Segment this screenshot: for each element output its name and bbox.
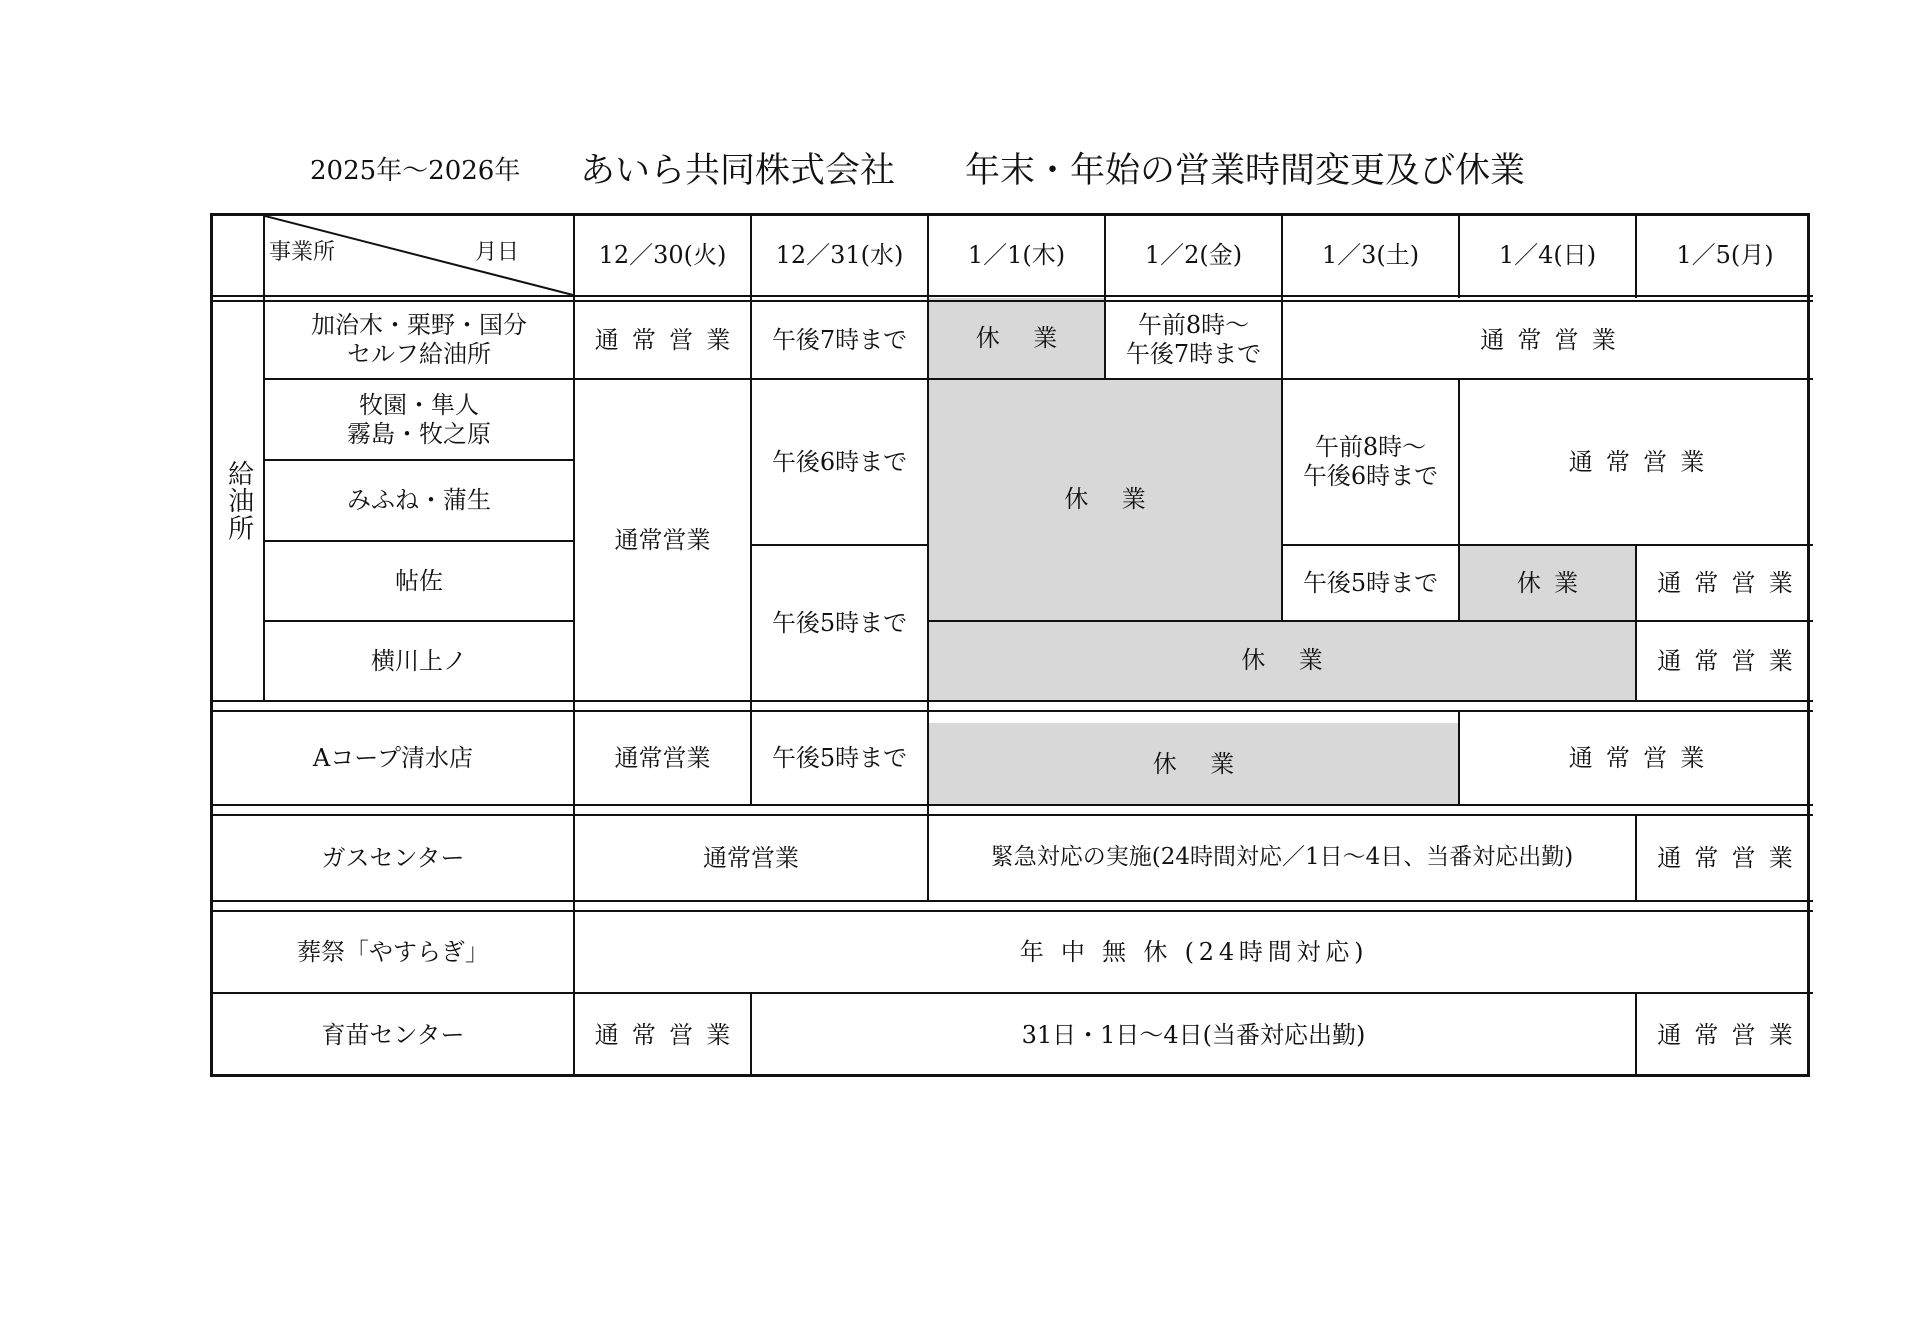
chosa-yokokawa-1231: 午後5時まで: [771, 608, 908, 637]
kajiki-jan1-closed: 休業: [928, 298, 1105, 378]
kajiki-0103-0105: 通常営業: [1480, 325, 1629, 354]
office-makizono: 牧園・隼人 霧島・牧之原: [347, 390, 491, 448]
chosa-0105: 通常営業: [1657, 568, 1806, 597]
ikubyo-0105: 通常営業: [1657, 1021, 1806, 1050]
office-kajiki: 加治木・栗野・国分 セルフ給油所: [311, 311, 527, 368]
kajiki-1230: 通常営業: [594, 325, 744, 354]
acoop-1230: 通常営業: [614, 743, 711, 772]
makizono-mifune-1231: 午後6時まで: [771, 447, 908, 476]
office-ikubyo: 育苗センター: [321, 1021, 465, 1050]
office-chosa: 帖佐: [395, 566, 443, 595]
office-acoop: Aコープ清水店: [312, 743, 474, 772]
acoop-1231: 午後5時まで: [771, 743, 908, 772]
acoop-0104-0105: 通常営業: [1568, 743, 1718, 772]
gas-0105: 通常営業: [1657, 843, 1806, 872]
yokokawa-closed: 休業: [928, 621, 1636, 700]
kajiki-1231: 午後7時まで: [771, 325, 908, 354]
yokokawa-0105: 通常営業: [1657, 646, 1806, 675]
header-date-1230: 12／30(火): [598, 241, 727, 270]
title-year-range: 2025年〜2026年: [310, 155, 521, 186]
schedule-table: [210, 213, 1810, 1077]
kajiki-0102: 午前8時〜 午後7時まで: [1125, 311, 1262, 368]
title-company: あいら共同株式会社: [580, 151, 896, 191]
header-office-label: 事業所: [269, 239, 336, 265]
stations-1230: 通常営業: [614, 525, 711, 554]
header-date-0103: 1／3(土): [1321, 241, 1420, 270]
sosai-all: 年 中 無 休 (24時間対応): [1019, 937, 1369, 966]
ikubyo-1231-0104: 31日・1日〜4日(当番対応出勤): [1021, 1021, 1366, 1050]
header-date-0104: 1／4(日): [1498, 241, 1597, 270]
gas-1230-1231: 通常営業: [703, 843, 799, 872]
chosa-jan4-closed: 休業: [1459, 546, 1636, 621]
header-date-0102: 1／2(金): [1144, 241, 1243, 270]
header-date-0105: 1／5(月): [1676, 241, 1774, 270]
makizono-mifune-chosa-closed: 休業: [928, 378, 1282, 621]
chosa-0103: 午後5時まで: [1302, 568, 1439, 597]
group-label-gas-stations: 給油所: [223, 460, 254, 542]
ikubyo-1230: 通常営業: [594, 1021, 744, 1050]
makizono-mifune-0104-0105: 通常営業: [1568, 447, 1718, 476]
gas-0101-0104: 緊急対応の実施(24時間対応／1日〜4日、当番対応出勤): [990, 844, 1574, 871]
title-subject: 年末・年始の営業時間変更及び休業: [965, 151, 1526, 191]
header-date-1231: 12／31(水): [775, 241, 904, 270]
office-gas-center: ガスセンター: [321, 843, 465, 872]
acoop-closed: 休業: [928, 723, 1459, 805]
office-yokokawa: 横川上ノ: [371, 646, 467, 675]
header-date-label: 月日: [475, 239, 520, 265]
document-title: [0, 138, 1920, 198]
header-date-0101: 1／1(木): [967, 241, 1066, 270]
office-sosai: 葬祭「やすらぎ」: [297, 937, 489, 966]
office-mifune: みふね・蒲生: [347, 486, 491, 515]
makizono-mifune-0103: 午前8時〜 午後6時まで: [1302, 433, 1439, 490]
